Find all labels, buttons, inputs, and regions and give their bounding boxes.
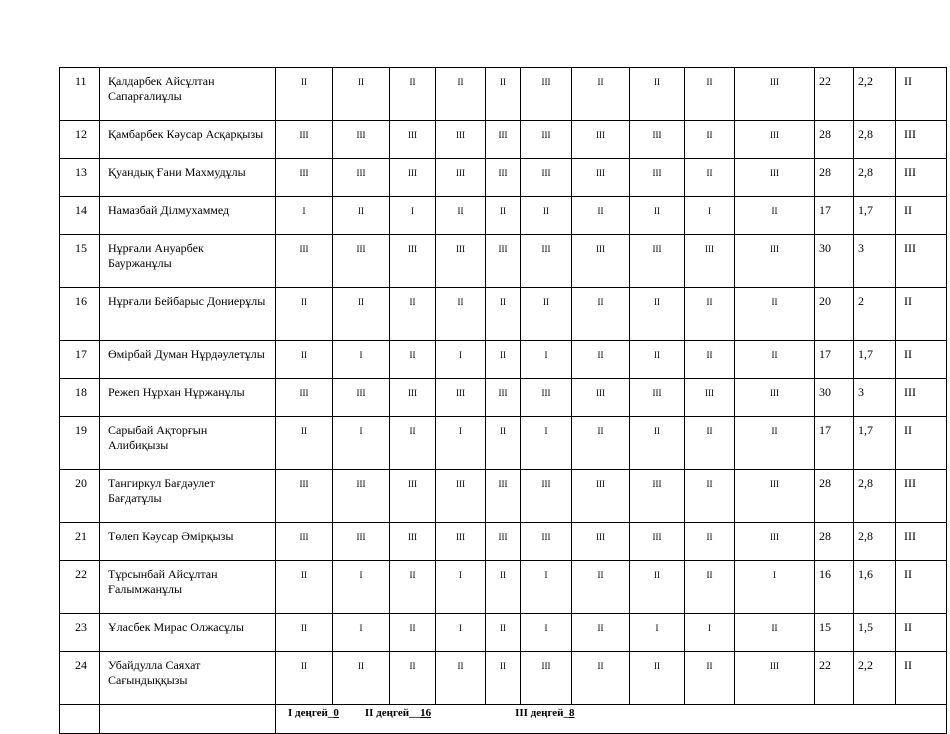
grade-cell: II bbox=[436, 288, 486, 341]
coefficient: 2,8 bbox=[854, 523, 896, 561]
total-score: 22 bbox=[815, 652, 854, 705]
grade-cell: III bbox=[521, 523, 572, 561]
grade-cell: III bbox=[630, 470, 685, 523]
grade-cell: I bbox=[276, 197, 333, 235]
coefficient: 2,2 bbox=[854, 68, 896, 121]
grade-cell: I bbox=[333, 341, 390, 379]
grade-cell: I bbox=[521, 561, 572, 614]
grade-cell: II bbox=[276, 68, 333, 121]
grade-cell: III bbox=[276, 159, 333, 197]
grade-cell: II bbox=[685, 288, 735, 341]
student-name: Намазбай Ділмухаммед bbox=[100, 197, 276, 235]
student-name: Қалдарбек Айсұлтан Сапарғалиұлы bbox=[100, 68, 276, 121]
coefficient: 1,7 bbox=[854, 417, 896, 470]
table-row bbox=[60, 523, 947, 561]
grade-cell: III bbox=[436, 379, 486, 417]
table-row bbox=[60, 341, 947, 379]
grade-cell: I bbox=[436, 341, 486, 379]
coefficient: 3 bbox=[854, 379, 896, 417]
grade-cell: III bbox=[276, 121, 333, 159]
grade-cell: III bbox=[276, 379, 333, 417]
student-name: Нұрғали Ануарбек Бауржанұлы bbox=[100, 235, 276, 288]
student-name: Сарыбай Ақторғын Алибиқызы bbox=[100, 417, 276, 470]
total-score: 28 bbox=[815, 159, 854, 197]
total-score: 22 bbox=[815, 68, 854, 121]
total-score: 20 bbox=[815, 288, 854, 341]
coefficient: 1,5 bbox=[854, 614, 896, 652]
grade-cell: I bbox=[521, 614, 572, 652]
level-cell: II bbox=[896, 417, 947, 470]
table-row bbox=[60, 235, 947, 288]
coefficient: 2,2 bbox=[854, 652, 896, 705]
grade-cell: III bbox=[333, 235, 390, 288]
grade-cell: I bbox=[436, 561, 486, 614]
grade-cell: III bbox=[735, 235, 815, 288]
grade-cell: III bbox=[390, 379, 436, 417]
grade-cell: II bbox=[735, 417, 815, 470]
grade-cell: II bbox=[685, 68, 735, 121]
level2-summary bbox=[365, 707, 431, 719]
grade-cell: II bbox=[572, 561, 630, 614]
total-score: 28 bbox=[815, 523, 854, 561]
grade-cell: III bbox=[486, 470, 521, 523]
level-summary bbox=[276, 705, 947, 734]
grade-cell: II bbox=[436, 197, 486, 235]
total-score: 28 bbox=[815, 121, 854, 159]
grade-cell: III bbox=[436, 470, 486, 523]
level-cell: II bbox=[896, 288, 947, 341]
grade-cell: II bbox=[276, 561, 333, 614]
grade-cell: II bbox=[333, 197, 390, 235]
grade-cell: III bbox=[436, 121, 486, 159]
total-score: 28 bbox=[815, 470, 854, 523]
table-row bbox=[60, 614, 947, 652]
grade-cell: II bbox=[572, 197, 630, 235]
grade-cell: I bbox=[521, 341, 572, 379]
grade-cell: III bbox=[333, 121, 390, 159]
row-number: 11 bbox=[60, 68, 100, 121]
level-cell: II bbox=[896, 614, 947, 652]
grade-cell: III bbox=[390, 523, 436, 561]
student-name: Убайдулла Саяхат Сағындыққызы bbox=[100, 652, 276, 705]
total-score: 15 bbox=[815, 614, 854, 652]
level1-label: I деңгей_ bbox=[288, 707, 334, 719]
row-number: 15 bbox=[60, 235, 100, 288]
grade-cell: II bbox=[685, 652, 735, 705]
grade-cell: II bbox=[572, 614, 630, 652]
grade-cell: III bbox=[572, 121, 630, 159]
grade-cell: II bbox=[735, 288, 815, 341]
grade-cell: II bbox=[486, 561, 521, 614]
grade-cell: III bbox=[521, 121, 572, 159]
table-row bbox=[60, 288, 947, 341]
student-name: Режеп Нұрхан Нұржанұлы bbox=[100, 379, 276, 417]
grade-cell: III bbox=[276, 235, 333, 288]
grade-cell: II bbox=[486, 652, 521, 705]
grade-cell: I bbox=[333, 417, 390, 470]
level-cell: II bbox=[896, 68, 947, 121]
level3-count: 8 bbox=[569, 707, 575, 719]
level2-label: II деңгей__ bbox=[364, 707, 421, 719]
table-row bbox=[60, 68, 947, 121]
row-number: 20 bbox=[60, 470, 100, 523]
level-cell: II bbox=[896, 341, 947, 379]
grade-cell: II bbox=[486, 197, 521, 235]
coefficient: 2,8 bbox=[854, 159, 896, 197]
grade-cell: III bbox=[630, 523, 685, 561]
level1-summary bbox=[288, 707, 339, 719]
grade-cell: II bbox=[685, 470, 735, 523]
grade-cell: I bbox=[436, 614, 486, 652]
grade-cell: II bbox=[486, 341, 521, 379]
level-cell: III bbox=[896, 235, 947, 288]
row-number: 21 bbox=[60, 523, 100, 561]
grade-cell: III bbox=[572, 379, 630, 417]
grade-cell: II bbox=[276, 652, 333, 705]
grade-cell: II bbox=[572, 417, 630, 470]
grade-cell: III bbox=[333, 470, 390, 523]
grade-cell: III bbox=[276, 470, 333, 523]
grade-cell: I bbox=[630, 614, 685, 652]
row-number: 17 bbox=[60, 341, 100, 379]
grade-cell: III bbox=[572, 470, 630, 523]
grade-cell: II bbox=[333, 68, 390, 121]
student-name: Тұрсынбай Айсұлтан Ғалымжанұлы bbox=[100, 561, 276, 614]
grade-cell: III bbox=[276, 523, 333, 561]
table-row bbox=[60, 470, 947, 523]
grade-cell: I bbox=[436, 417, 486, 470]
level-cell: III bbox=[896, 159, 947, 197]
level3-summary bbox=[515, 707, 574, 719]
level-cell: III bbox=[896, 523, 947, 561]
level-cell: III bbox=[896, 121, 947, 159]
grade-cell: II bbox=[276, 417, 333, 470]
grade-cell: I bbox=[685, 614, 735, 652]
grade-cell: II bbox=[630, 417, 685, 470]
summary-empty-cell bbox=[60, 705, 100, 734]
grade-cell: II bbox=[572, 652, 630, 705]
table-row bbox=[60, 379, 947, 417]
grade-cell: II bbox=[572, 288, 630, 341]
grade-cell: III bbox=[521, 470, 572, 523]
grade-cell: II bbox=[685, 341, 735, 379]
student-name: Ұласбек Мирас Олжасұлы bbox=[100, 614, 276, 652]
grade-cell: III bbox=[630, 159, 685, 197]
row-number: 22 bbox=[60, 561, 100, 614]
grade-cell: II bbox=[333, 652, 390, 705]
table-row bbox=[60, 561, 947, 614]
grade-cell: III bbox=[572, 523, 630, 561]
grade-cell: III bbox=[630, 379, 685, 417]
level3-label: III деңгей_ bbox=[515, 707, 570, 719]
grade-cell: II bbox=[390, 652, 436, 705]
student-name: Тангиркул Бағдәулет Бағдатұлы bbox=[100, 470, 276, 523]
grade-cell: III bbox=[521, 379, 572, 417]
grade-cell: III bbox=[685, 379, 735, 417]
grade-cell: III bbox=[735, 523, 815, 561]
coefficient: 3 bbox=[854, 235, 896, 288]
grade-cell: III bbox=[572, 159, 630, 197]
student-name: Өмірбай Думан Нұрдәулетұлы bbox=[100, 341, 276, 379]
table-row bbox=[60, 159, 947, 197]
grade-cell: II bbox=[390, 341, 436, 379]
grade-cell: III bbox=[436, 235, 486, 288]
grade-cell: III bbox=[390, 235, 436, 288]
level-cell: II bbox=[896, 652, 947, 705]
grade-cell: III bbox=[735, 379, 815, 417]
grade-cell: I bbox=[735, 561, 815, 614]
level-cell: II bbox=[896, 197, 947, 235]
table-row bbox=[60, 417, 947, 470]
grade-cell: III bbox=[333, 159, 390, 197]
grade-cell: III bbox=[685, 235, 735, 288]
grade-cell: II bbox=[521, 288, 572, 341]
grade-cell: III bbox=[333, 523, 390, 561]
grade-cell: III bbox=[486, 159, 521, 197]
grades-table-body bbox=[60, 68, 947, 705]
grade-cell: II bbox=[685, 121, 735, 159]
grade-cell: II bbox=[276, 614, 333, 652]
grade-cell: II bbox=[735, 614, 815, 652]
student-name: Төлеп Кәусар Әмірқызы bbox=[100, 523, 276, 561]
grade-cell: III bbox=[521, 159, 572, 197]
grade-cell: II bbox=[685, 159, 735, 197]
grade-cell: I bbox=[521, 417, 572, 470]
table-row bbox=[60, 652, 947, 705]
grade-cell: III bbox=[735, 652, 815, 705]
grade-cell: III bbox=[521, 652, 572, 705]
coefficient: 2,8 bbox=[854, 470, 896, 523]
grade-cell: II bbox=[333, 288, 390, 341]
total-score: 30 bbox=[815, 235, 854, 288]
grade-cell: III bbox=[333, 379, 390, 417]
grade-cell: II bbox=[436, 652, 486, 705]
row-number: 23 bbox=[60, 614, 100, 652]
grade-cell: II bbox=[486, 288, 521, 341]
grade-cell: II bbox=[390, 561, 436, 614]
grade-cell: II bbox=[486, 417, 521, 470]
grade-cell: III bbox=[735, 68, 815, 121]
row-number: 13 bbox=[60, 159, 100, 197]
table-row bbox=[60, 121, 947, 159]
grade-cell: II bbox=[276, 288, 333, 341]
grade-cell: I bbox=[333, 614, 390, 652]
grade-cell: III bbox=[630, 235, 685, 288]
grade-cell: II bbox=[521, 197, 572, 235]
grade-cell: III bbox=[390, 470, 436, 523]
grade-cell: II bbox=[276, 341, 333, 379]
student-name: Қуандық Ғани Махмудұлы bbox=[100, 159, 276, 197]
grade-cell: II bbox=[486, 68, 521, 121]
level-cell: III bbox=[896, 379, 947, 417]
grade-cell: III bbox=[735, 159, 815, 197]
row-number: 16 bbox=[60, 288, 100, 341]
grade-cell: II bbox=[390, 68, 436, 121]
coefficient: 1,6 bbox=[854, 561, 896, 614]
grade-cell: II bbox=[630, 561, 685, 614]
grade-cell: II bbox=[630, 341, 685, 379]
grade-cell: II bbox=[630, 197, 685, 235]
total-score: 17 bbox=[815, 197, 854, 235]
grade-cell: II bbox=[486, 614, 521, 652]
grade-cell: III bbox=[486, 235, 521, 288]
level1-count: 0 bbox=[333, 707, 339, 719]
grade-cell: I bbox=[685, 197, 735, 235]
grade-cell: III bbox=[521, 68, 572, 121]
grade-cell: II bbox=[390, 288, 436, 341]
grade-cell: I bbox=[333, 561, 390, 614]
row-number: 24 bbox=[60, 652, 100, 705]
total-score: 30 bbox=[815, 379, 854, 417]
student-name: Қамбарбек Кәусар Асқарқызы bbox=[100, 121, 276, 159]
row-number: 19 bbox=[60, 417, 100, 470]
coefficient: 1,7 bbox=[854, 197, 896, 235]
grade-cell: III bbox=[521, 235, 572, 288]
level2-count: 16 bbox=[420, 707, 432, 719]
level-cell: III bbox=[896, 470, 947, 523]
total-score: 17 bbox=[815, 417, 854, 470]
summary-row bbox=[60, 705, 947, 734]
total-score: 16 bbox=[815, 561, 854, 614]
grade-cell: III bbox=[436, 523, 486, 561]
grade-cell: III bbox=[436, 159, 486, 197]
grade-cell: II bbox=[685, 417, 735, 470]
grade-cell: III bbox=[486, 379, 521, 417]
grade-cell: II bbox=[685, 561, 735, 614]
row-number: 14 bbox=[60, 197, 100, 235]
grade-cell: III bbox=[735, 121, 815, 159]
grade-cell: II bbox=[630, 68, 685, 121]
level-cell: II bbox=[896, 561, 947, 614]
grade-cell: II bbox=[735, 197, 815, 235]
row-number: 18 bbox=[60, 379, 100, 417]
grade-cell: II bbox=[685, 523, 735, 561]
grades-table bbox=[59, 67, 947, 734]
row-number: 12 bbox=[60, 121, 100, 159]
grade-cell: III bbox=[572, 235, 630, 288]
grade-cell: III bbox=[735, 470, 815, 523]
coefficient: 1,7 bbox=[854, 341, 896, 379]
total-score: 17 bbox=[815, 341, 854, 379]
grade-cell: II bbox=[630, 288, 685, 341]
grade-cell: III bbox=[486, 121, 521, 159]
grade-cell: III bbox=[630, 121, 685, 159]
grade-cell: III bbox=[486, 523, 521, 561]
coefficient: 2,8 bbox=[854, 121, 896, 159]
table-row bbox=[60, 197, 947, 235]
grade-cell: II bbox=[735, 341, 815, 379]
grade-cell: II bbox=[630, 652, 685, 705]
grade-cell: I bbox=[390, 197, 436, 235]
grade-cell: II bbox=[390, 614, 436, 652]
grade-cell: III bbox=[390, 121, 436, 159]
coefficient: 2 bbox=[854, 288, 896, 341]
grade-cell: III bbox=[390, 159, 436, 197]
grade-cell: II bbox=[572, 68, 630, 121]
grade-cell: II bbox=[390, 417, 436, 470]
summary-empty-cell bbox=[100, 705, 276, 734]
grade-cell: II bbox=[572, 341, 630, 379]
grade-cell: II bbox=[436, 68, 486, 121]
student-name: Нұрғали Бейбарыс Дониерұлы bbox=[100, 288, 276, 341]
